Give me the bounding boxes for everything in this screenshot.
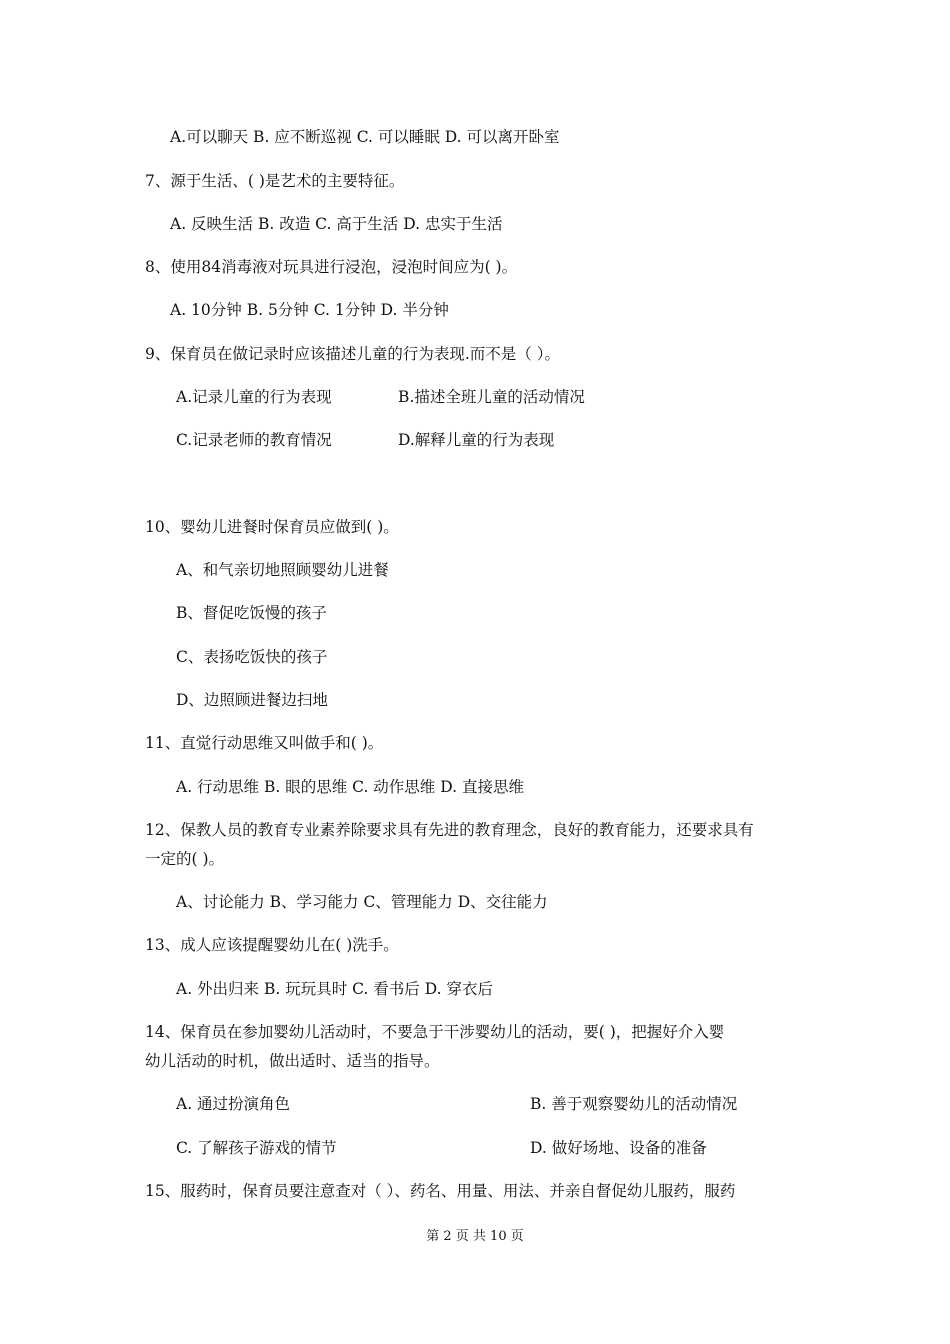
q7-options: A. 反映生活 B. 改造 C. 高于生活 D. 忠实于生活: [170, 215, 503, 233]
q10-option-c: C、表扬吃饭快的孩子: [176, 648, 328, 666]
question-11: 11、直觉行动思维又叫做手和( )。: [145, 734, 384, 752]
question-10: 10、婴幼儿进餐时保育员应做到( )。: [145, 518, 399, 536]
question-15-line-1: 15、服药时，保育员要注意查对（ ）、药名、用量、用法、并亲自督促幼儿服药，服药: [145, 1182, 736, 1200]
q14-option-b: B. 善于观察婴幼儿的活动情况: [530, 1095, 738, 1113]
q10-option-b: B、督促吃饭慢的孩子: [176, 604, 327, 622]
q11-options: A. 行动思维 B. 眼的思维 C. 动作思维 D. 直接思维: [176, 778, 524, 796]
q9-option-c: C.记录老师的教育情况: [176, 431, 332, 449]
q6-options: A.可以聊天 B. 应不断巡视 C. 可以睡眠 D. 可以离开卧室: [170, 128, 560, 146]
question-8: 8、使用84消毒液对玩具进行浸泡，浸泡时间应为( )。: [145, 258, 518, 276]
q13-options: A. 外出归来 B. 玩玩具时 C. 看书后 D. 穿衣后: [176, 980, 493, 998]
question-14-line-2: 幼儿活动的时机，做出适时、适当的指导。: [145, 1052, 440, 1070]
page-footer: 第 2 页 共 10 页: [426, 1229, 524, 1244]
q9-option-b: B.描述全班儿童的活动情况: [398, 388, 585, 406]
question-14-line-1: 14、保育员在参加婴幼儿活动时，不要急于干涉婴幼儿的活动，要( )，把握好介入婴: [145, 1023, 725, 1041]
q10-option-d: D、边照顾进餐边扫地: [176, 691, 328, 709]
question-12-line-2: 一定的( )。: [145, 850, 225, 868]
q9-option-a: A.记录儿童的行为表现: [176, 388, 332, 406]
q12-options: A、讨论能力 B、学习能力 C、管理能力 D、交往能力: [176, 893, 548, 911]
question-12-line-1: 12、保教人员的教育专业素养除要求具有先进的教育理念，良好的教育能力，还要求具有: [145, 821, 754, 839]
q14-option-d: D. 做好场地、设备的准备: [530, 1139, 707, 1157]
q14-option-a: A. 通过扮演角色: [176, 1095, 291, 1113]
question-13: 13、成人应该提醒婴幼儿在( )洗手。: [145, 936, 399, 954]
question-9: 9、保育员在做记录时应该描述儿童的行为表现.而不是（ ）。: [145, 345, 560, 363]
question-7: 7、源于生活、( )是艺术的主要特征。: [145, 172, 405, 190]
q8-options: A. 10分钟 B. 5分钟 C. 1分钟 D. 半分钟: [170, 301, 449, 319]
q10-option-a: A、和气亲切地照顾婴幼儿进餐: [176, 561, 389, 579]
q9-option-d: D.解释儿童的行为表现: [398, 431, 555, 449]
q14-option-c: C. 了解孩子游戏的情节: [176, 1139, 337, 1157]
